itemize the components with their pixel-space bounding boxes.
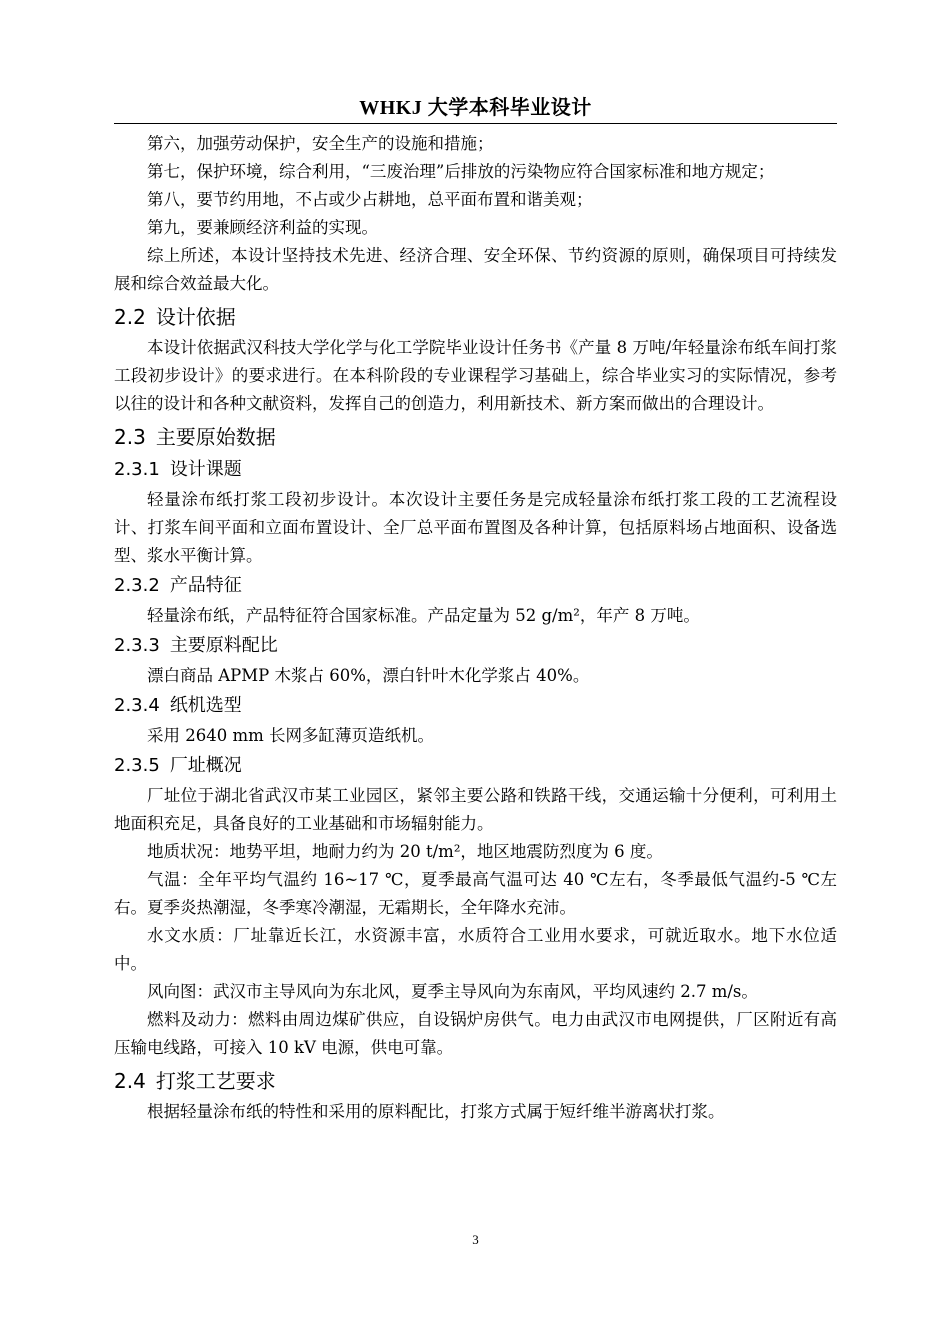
section-number: 2.3 [114,425,146,449]
subsection-title: 厂址概况 [169,755,242,776]
body-paragraph: 风向图：武汉市主导风向为东北风，夏季主导风向为东南风，平均风速约 2.7 m/s。 [147,982,758,1001]
section-heading-2-4 [114,1062,837,1098]
subsection-number: 2.3.3 [114,635,160,656]
subsection-heading-2-3-4 [114,690,837,722]
body-paragraph: 气温：全年平均气温约 16~17 ℃，夏季最高气温可达 40 ℃左右，冬季最低气温约-5 ℃左右。夏季炎热潮湿，冬季寒冷潮湿，无霜期长，全年降水充沛。 [114,870,837,917]
subsection-title: 纸机选型 [169,695,242,716]
body-paragraph: 第八，要节约用地，不占或少占耕地，总平面布置和谐美观； [147,190,593,209]
section-heading-2-2 [114,298,837,334]
body-paragraph: 综上所述，本设计坚持技术先进、经济合理、安全环保、节约资源的原则，确保项目可持续发展和综合效益最大化。 [114,246,837,293]
header-divider [114,123,837,124]
body-paragraph: 本设计依据武汉科技大学化学与化工学院毕业设计任务书《产量 8 万吨/年轻量涂布纸车间打浆工段初步设计》的要求进行。在本科阶段的专业课程学习基础上，综合毕业实习的实际情况，参考以往的设计和各种文献资料，发挥自己的创造力，利用新技术、新方案而做出的合理设计。 [114,338,837,413]
body-paragraph: 地质状况：地势平坦，地耐力约为 20 t/m²，地区地震防烈度为 6 度。 [147,842,663,861]
body-paragraph: 轻量涂布纸，产品特征符合国家标准。产品定量为 52 g/m²，年产 8 万吨。 [147,606,700,625]
body-paragraph: 采用 2640 mm 长网多缸薄页造纸机。 [147,726,435,745]
subsection-heading-2-3-1 [114,454,837,486]
body-paragraph: 第九，要兼顾经济利益的实现。 [147,218,378,237]
body-paragraph: 轻量涂布纸打浆工段初步设计。本次设计主要任务是完成轻量涂布纸打浆工段的工艺流程设计、打浆车间平面和立面布置设计、全厂总平面布置图及各种计算，包括原料场占地面积、设备选型、浆水平衡计算。 [114,490,837,565]
subsection-heading-2-3-5 [114,750,837,782]
subsection-title: 主要原料配比 [169,635,278,656]
document-body [114,130,837,1126]
subsection-title: 设计课题 [169,459,242,480]
page-header-title: WHKJ 大学本科毕业设计 [359,97,592,119]
page-number: 3 [472,1232,479,1247]
body-paragraph: 漂白商品 APMP 木浆占 60%，漂白针叶木化学浆占 40%。 [147,666,590,685]
section-number: 2.2 [114,305,146,329]
subsection-number: 2.3.4 [114,695,160,716]
section-title: 打浆工艺要求 [155,1069,276,1093]
section-title: 设计依据 [155,305,236,329]
body-paragraph: 厂址位于湖北省武汉市某工业园区，紧邻主要公路和铁路干线，交通运输十分便利，可利用土地面积充足，具备良好的工业基础和市场辐射能力。 [114,786,837,833]
section-heading-2-3 [114,418,837,454]
subsection-title: 产品特征 [169,575,242,596]
subsection-heading-2-3-3 [114,630,837,662]
body-paragraph: 第七，保护环境，综合利用，“三废治理”后排放的污染物应符合国家标准和地方规定； [147,162,775,181]
section-number: 2.4 [114,1069,146,1093]
subsection-number: 2.3.1 [114,459,160,480]
body-paragraph: 水文水质：厂址靠近长江，水资源丰富，水质符合工业用水要求，可就近取水。地下水位适中。 [114,926,837,973]
document-page [114,0,837,1344]
section-title: 主要原始数据 [155,425,276,449]
subsection-number: 2.3.2 [114,575,160,596]
subsection-heading-2-3-2 [114,570,837,602]
subsection-number: 2.3.5 [114,755,160,776]
body-paragraph: 根据轻量涂布纸的特性和采用的原料配比，打浆方式属于短纤维半游离状打浆。 [147,1102,725,1121]
body-paragraph: 燃料及动力：燃料由周边煤矿供应，自设锅炉房供气。电力由武汉市电网提供，厂区附近有高压输电线路，可接入 10 kV 电源，供电可靠。 [114,1010,837,1057]
body-paragraph: 第六，加强劳动保护，安全生产的设施和措施； [147,134,494,153]
